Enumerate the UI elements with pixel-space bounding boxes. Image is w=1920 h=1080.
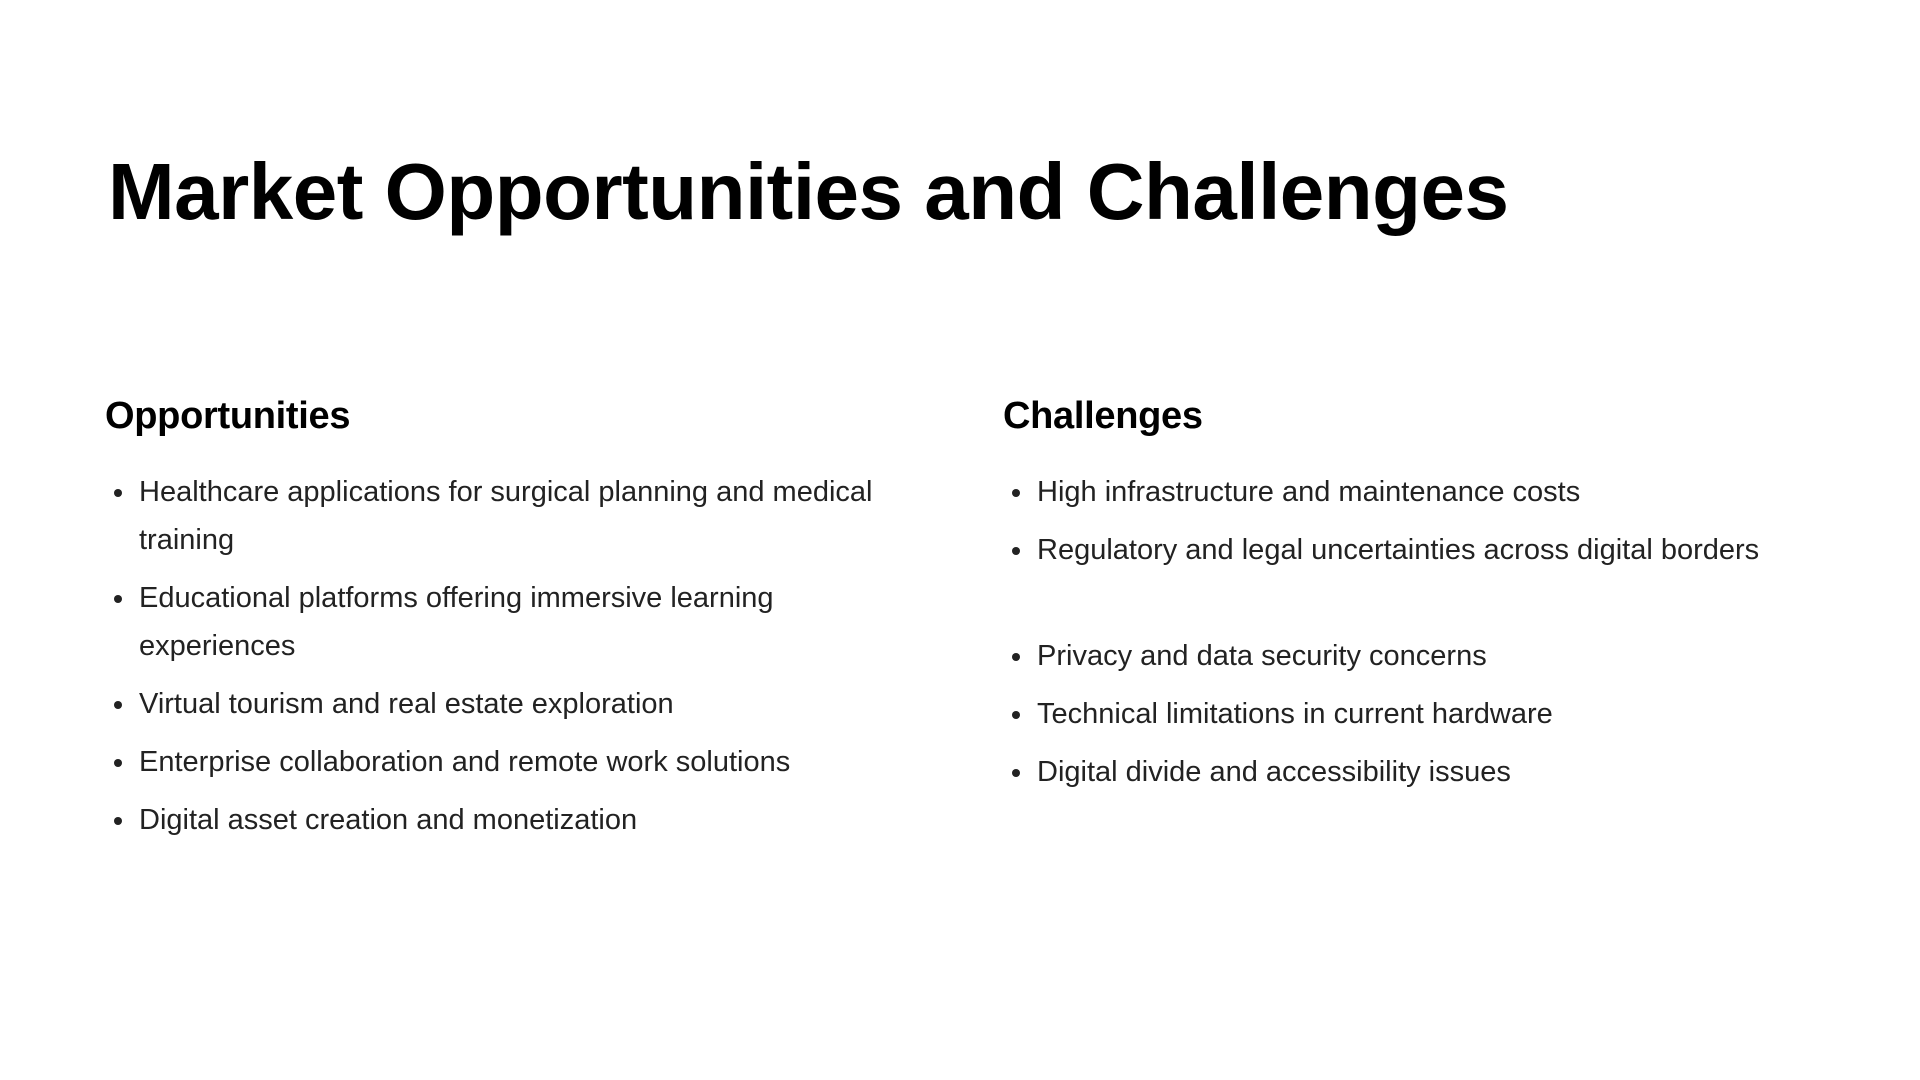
opportunities-list <box>105 468 875 844</box>
slide-title: Market Opportunities and Challenges <box>108 147 1509 236</box>
challenges-list <box>1003 468 1863 796</box>
list-item: Digital divide and accessibility issues <box>1003 748 1863 796</box>
list-item: Digital asset creation and monetization <box>105 796 875 844</box>
challenges-heading: Challenges <box>1003 395 1203 437</box>
opportunities-heading: Opportunities <box>105 395 351 437</box>
list-item: Regulatory and legal uncertainties across digital borders <box>1003 526 1863 574</box>
list-item: Healthcare applications for surgical planning and medical training <box>105 468 875 564</box>
list-item: Educational platforms offering immersive learning experiences <box>105 574 875 670</box>
opportunities-column <box>105 394 875 854</box>
list-item: Enterprise collaboration and remote work solutions <box>105 738 875 786</box>
list-item: Technical limitations in current hardware <box>1003 690 1863 738</box>
challenges-column <box>1003 394 1863 806</box>
list-item: Virtual tourism and real estate exploration <box>105 680 875 728</box>
list-item: Privacy and data security concerns <box>1003 632 1863 680</box>
list-item: High infrastructure and maintenance costs <box>1003 468 1863 516</box>
